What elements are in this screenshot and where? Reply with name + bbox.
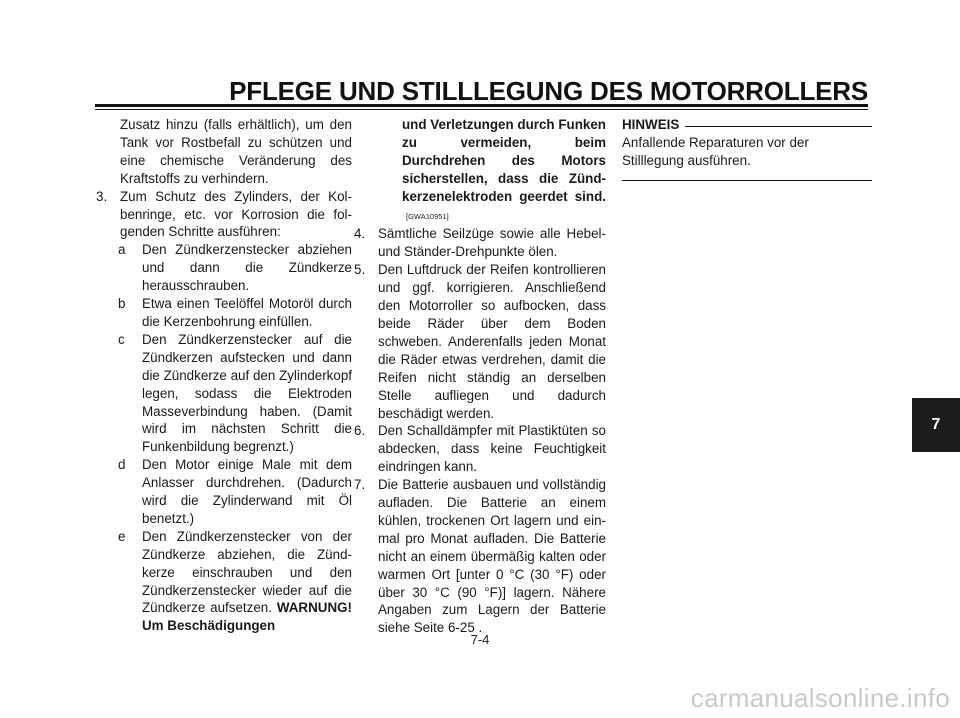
- item-text: Den Luftdruck der Reifen kontrollieren und ggf. korrigieren. Anschließend den Motorroller so aufbocken, dass beide Räder über dem Boden schweben. Anderenfalls jeden Monat die Räder etwas verdrehen, damit die Reifen nicht ständig an derselben Stelle aufliegen und dadurch beschädigt werden.: [378, 262, 606, 421]
- title-rule-thin: [95, 109, 868, 110]
- sub-letter: e: [118, 528, 126, 544]
- sub-text: Den Zündkerzenstecker abziehen und dann die Zündkerze herausschrauben.: [142, 242, 352, 294]
- item-number: 6.: [354, 423, 366, 439]
- sub-letter: b: [118, 296, 126, 312]
- sub-item-d: [118, 456, 352, 528]
- page-number: 7-4: [470, 632, 490, 647]
- list-item-6: [354, 422, 606, 476]
- sub-letter: c: [118, 331, 125, 347]
- column-middle: [354, 116, 606, 637]
- sub-item-a: [118, 241, 352, 295]
- item-number: 3.: [96, 188, 108, 204]
- item-text: Zum Schutz des Zylinders, der Kolbenringe, etc. vor Korrosion die folgenden Schritte ausführen:: [120, 188, 352, 240]
- warning-continuation: [378, 116, 606, 225]
- sub-letter: a: [118, 242, 126, 258]
- notice-text: Anfallende Reparaturen vor der Stilllegung ausführen.: [622, 134, 809, 168]
- title-rule: [95, 104, 868, 107]
- column-right: [622, 116, 872, 181]
- list-item-7: [354, 476, 606, 637]
- warning-text: und Verletzungen durch Funken zu vermeiden, beim Durchdrehen des Motors sicherstellen, dass die Zündkerzenelektroden geerdet sind.: [402, 117, 606, 204]
- chapter-tab: 7: [912, 398, 960, 452]
- sub-text: Etwa einen Teelöffel Motoröl durch die Kerzenbohrung einfüllen.: [142, 296, 352, 329]
- item-number: 4.: [354, 226, 366, 242]
- warning-code: [GWA10951]: [406, 211, 449, 221]
- warning-text-wrap: [402, 116, 606, 225]
- sub-item-b: [118, 295, 352, 331]
- item-text: Den Schalldämpfer mit Plastiktüten so abdecken, dass keine Feuchtigkeit eindringen kann.: [378, 423, 606, 475]
- list-item-5: [354, 261, 606, 422]
- notice-rule: [685, 126, 872, 127]
- sub-text: Den Zündkerzenstecker von der Zündkerze abziehen, die Zündkerze einschrauben und den Zündkerzenstecker wieder auf die Zündkerze aufsetzen.: [142, 528, 352, 616]
- item-text: Die Batterie ausbauen und vollständig aufladen. Die Batterie an einem kühlen, trockenen Ort lagern und einmal pro Monat aufladen. Die Batterie nicht an einem übermäßig kalten oder warmen Ort [unter 0 °C (30 °F) oder über 30 °C (90 °F)] lagern. Nähere Angaben zum Lagern der Batterie siehe Seite 6-25 .: [378, 477, 606, 636]
- lead-paragraph: Zusatz hinzu (falls erhältlich), um den Tank vor Rostbefall zu schützen und eine chemische Veränderung des Kraftstoffs zu verhindern.: [120, 117, 352, 186]
- notice-end-rule: [622, 180, 872, 181]
- list-item-4: [354, 225, 606, 261]
- sub-item-c: [118, 331, 352, 456]
- sub-text-wrap: [142, 528, 352, 635]
- indent-spacer: [378, 116, 402, 225]
- item-number: 5.: [354, 262, 366, 278]
- notice-title: HINWEIS: [622, 117, 680, 132]
- watermark: carmanualsonline.info: [690, 683, 950, 713]
- page-title: PFLEGE UND STILLLEGUNG DES MOTORROLLERS: [229, 76, 868, 106]
- sub-letter: d: [118, 457, 126, 473]
- notice-header: [622, 116, 872, 134]
- item-number: 7.: [354, 477, 366, 493]
- sub-text: Den Zündkerzenstecker auf die Zündkerzen aufstecken und dann die Zündkerze auf den Zylinderkopf legen, sodass die Elektroden Masseverbindung haben. (Damit wird im nächsten Schritt die Funkenbildung begrenzt.): [142, 331, 352, 455]
- sub-text: Den Motor einige Male mit dem Anlasser durchdrehen. (Dadurch wird die Zylinderwand mit Öl benetzt.): [142, 457, 352, 526]
- sub-item-e: [118, 528, 352, 635]
- column-left: [96, 116, 352, 635]
- item-text: Sämtliche Seilzüge sowie alle Hebel- und Ständer-Drehpunkte ölen.: [378, 226, 606, 260]
- list-item-3: [96, 188, 352, 242]
- warning-label: WARNUNG! Um Beschädigungen: [142, 600, 352, 634]
